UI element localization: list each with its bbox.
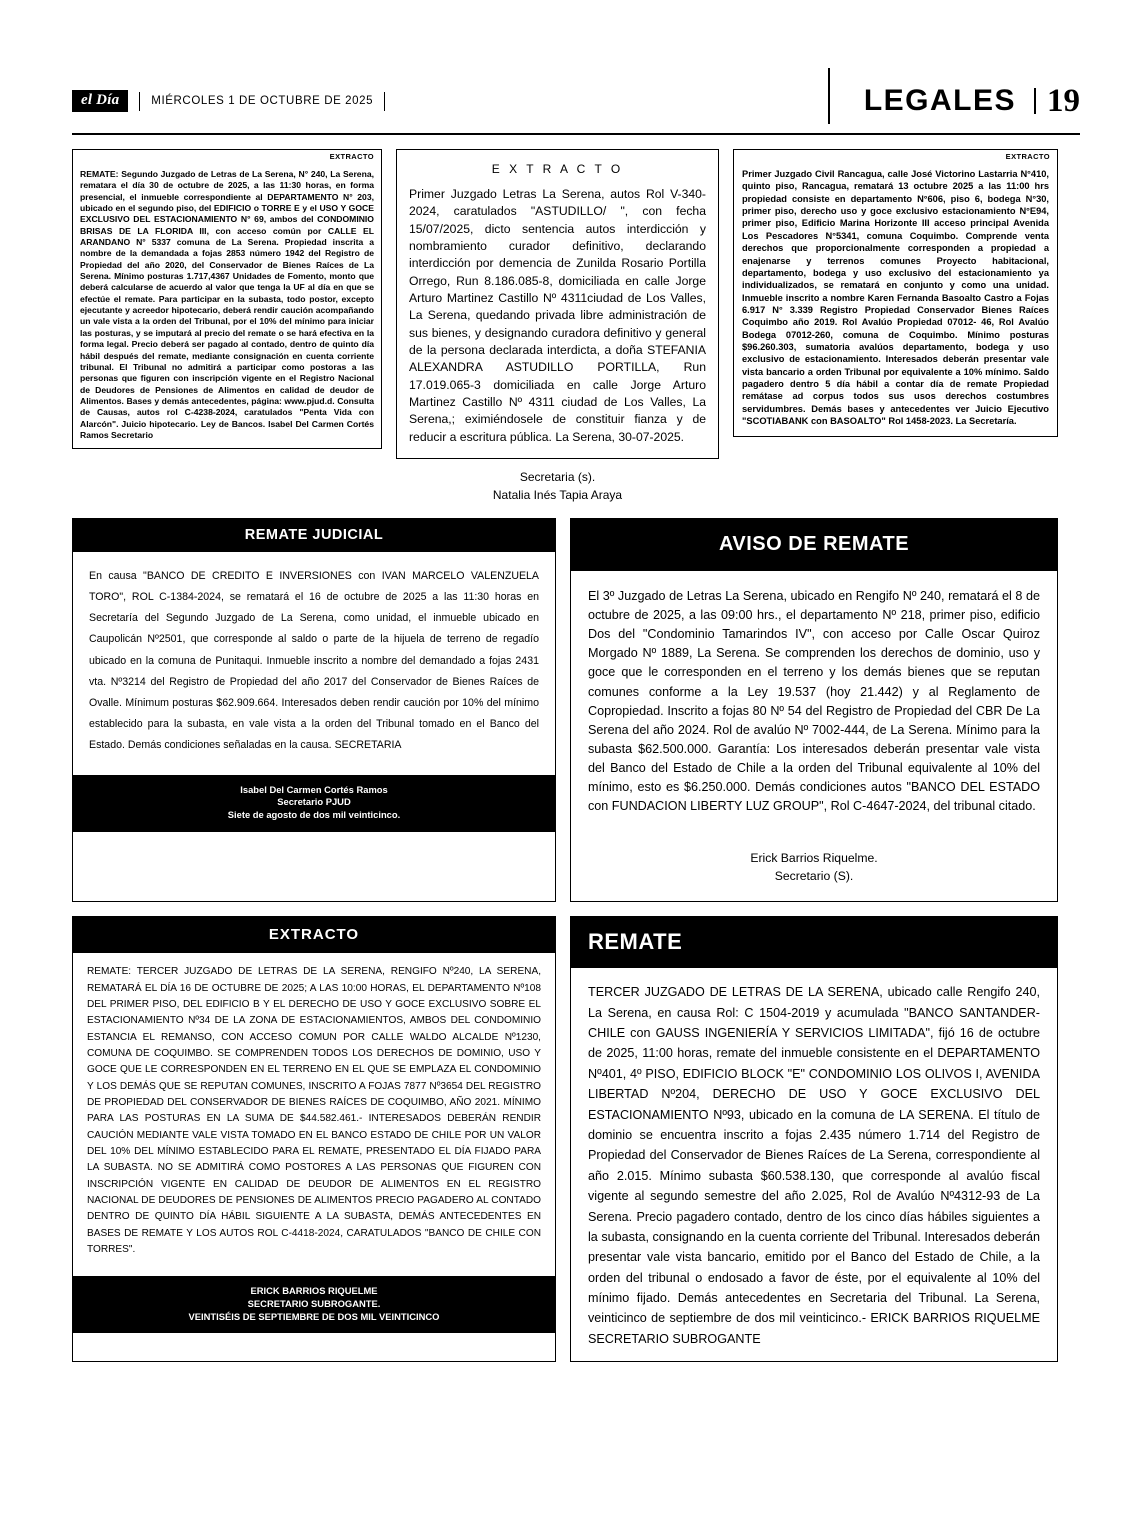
signature-line-1: ERICK BARRIOS RIQUELME <box>250 1285 378 1297</box>
notice-title: AVISO DE REMATE <box>571 519 1057 571</box>
notice-title: E X T R A C T O <box>491 162 624 176</box>
notice-row-2 <box>72 518 1080 902</box>
masthead-vertical-rule <box>828 68 830 124</box>
signature-line-2: Natalia Inés Tapia Araya <box>492 487 623 502</box>
notice-row-3 <box>72 916 1080 1362</box>
notice-row-1 <box>72 149 1080 504</box>
notice-body: TERCER JUZGADO DE LETRAS DE LA SERENA, ubicado calle Rengifo 240, La Serena, en causa Rol: C 1504-2019 y acumulada "BANCO SANTANDER- CHILE con GAUSS INGENIERÍA Y SERVICIOS LIMITADA", fijó 16 de octubre de 2025, 11:00 horas, remate del inmueble consistente en el DEPARTAMENTO Nº401, 4º PISO, EDIFICIO BLOCK "E" CONDOMINIO LOS OLIVOS I, AVENIDA LIBERTAD Nº204, DERECHO DE USO Y GOCE EXCLUSIVO DEL ESTACIONAMIENTO Nº93, ubicado en la comuna de LA SERENA. El título de dominio se encuentra inscrito a fojas 2.435 número 1.714 del Registro de Propiedad del Conservador de Bienes Raíces de La Serena, correspondiente al año 2.015. Mínimo subasta $60.538.130, que corresponde al avalúo fiscal vigente al segundo semestre del año 2.025, Rol de Avalúo Nº4312-93 de La Serena. Precio pagadero contado, dentro de los cinco días hábiles siguientes a la subasta, consignando en la cuenta corriente del Tribunal. Interesados deberán presentar vale vista bancario, emitido por el Banco del Estado de Chile, a la orden del tribunal o endosado a favor de éste, por el equivalente al 10% del mínimo fijado. Demás antecedentes en Secretaria del Tribunal. La Serena, veinticinco de septiembre de dos mil veinticinco.- ERICK BARRIOS RIQUELME SECRETARIO SUBROGANTE <box>588 985 1040 1346</box>
issue-date: MIÉRCOLES 1 DE OCTUBRE DE 2025 <box>151 95 374 107</box>
signature-line-2: Secretario (S). <box>774 868 854 883</box>
notice-signature <box>396 459 719 504</box>
notice-body: REMATE: TERCER JUZGADO DE LETRAS DE LA SERENA, RENGIFO Nº240, LA SERENA, REMATARÁ EL DÍA 16 DE OCTUBRE DE 2025; A LAS 10:00 HORAS, EL DEPARTAMENTO Nº108 DEL PRIMER PISO, DEL EDIFICIO B Y EL DERECHO DE USO Y GOCE EXCLUSIVO SOBRE EL ESTACIONAMIENTO Nº34 DE LA ZONA DE ESTACIONAMIENTOS, AMBOS DEL CONDOMINIO ESTANCIA EL REMANSO, CON ACCESO COMUN POR CALLE WALDO ALCALDE Nº1230, COMUNA DE COQUIMBO. SE COMPRENDEN TODOS LOS DERECHOS DE DOMINIO, USO Y GOCE QUE LE CORRESPONDEN EN EL TERRENO EN EL QUE SE EMPLAZA EL CONDOMINIO Y LOS DEMÁS QUE SE REPUTAN COMUNES, INSCRITO A FOJAS 7877 Nº3654 DEL REGISTRO DE PROPIEDAD DEL CONSERVADOR DE BIENES RAÍCES DE COQUIMBO, AÑO 2021. MÍNIMO PARA LAS POSTURAS EN LA SUMA DE $44.582.461.- INTERESADOS DEBERÁN RENDIR CAUCIÓN MEDIANTE VALE VISTA TOMADO EN EL BANCO ESTADO DE CHILE POR UN VALOR DEL 10% DEL MÍNIMO ESTABLECIDO PARA EL REMATE, PRESENTADO EL DÍA FIJADO PARA LA SUBASTA. NO SE ADMITIRÁ COMO POSTORES A LAS PERSONAS QUE FIGUREN CON INSCRIPCIÓN VIGENTE EN CALIDAD DE DEUDOR DE ALIMENTOS EN EL REGISTRO NACIONAL DE DEUDORES DE PENSIONES DE ALIMENTOS PRECIO PAGADERO AL CONTADO DENTRO DE QUINTO DÍA HÁBIL SIGUIENTE A LA SUBASTA, DEMÁS ANTECEDENTES EN BASES DE REMATE Y LOS AUTOS ROL C-4418-2024, CARATULADOS "BANCO DE CHILE CON TORRES". <box>87 966 541 1256</box>
notice-signature <box>571 827 1057 902</box>
notice-body: REMATE: Segundo Juzgado de Letras de La Serena, N° 240, La Serena, rematara el día 30 de octubre de 2025, a las 11:30 horas, en forma presencial, el inmueble correspondiente al DEPARTAMENTO N° 203, ubicado en el segundo piso, del EDIFICIO o TORRE E y el USO Y GOCE EXCLUSIVO DEL ESTACIONAMIENTO N° 69, ambos del CONDOMINIO BRISAS DE LA FLORIDA III, con acceso común por CALLE EL ARANDANO N° 5337 comuna de La Serena. Propiedad inscrita a nombre de la demandada a fojas 2853 número 1942 del Registro de Propiedad del año 2020, del Conservador de Bienes Raíces de La Serena. Mínimo posturas 1.717,4367 Unidades de Fomento, monto que deberá calcularse de acuerdo al valor que tenga la UF al día en que se efectúe el remate. Para participar en la subasta, todo postor, excepto ejecutante y acreedor hipotecario, deberá rendir caución acompañando un vale vista a la orden del Tribunal, por el 10% del mínimo para iniciar las posturas, y se imputará al precio del remate o se hará efectiva en la forma legal. Precio deberá ser pagado al contado, dentro de quinto día hábil después del remate, mediante consignación en cuenta corriente tribunal. El Tribunal no admitirá a participar como postoras a las personas que figuren con inscripción vigente en el Registro Nacional de Deudores de Pensiones de Alimentos en calidad de deudor de Alimentos. Bases y demás antecedentes, página: www.pjud.d. Consulta de Causas, autos rol C-4238-2024, caratulados "Penta Vida con Alarcón". Juicio hipotecario. Ley de Bancos. Isabel Del Carmen Cortés Ramos Secretario <box>80 169 374 440</box>
masthead <box>72 78 1080 135</box>
notice-title: REMATE JUDICIAL <box>73 519 555 552</box>
signature-line-1: Isabel Del Carmen Cortés Ramos <box>240 783 388 795</box>
masthead-divider-2 <box>384 92 385 111</box>
notice-body: En causa "BANCO DE CREDITO E INVERSIONES con IVAN MARCELO VALENZUELA TORO", ROL C-1384-2024, se rematará el 16 de octubre de 2025 a las 11:30 horas en Secretaría del Segundo Juzgado de La Serena, como unidad, el inmueble ubicado en Caupolicán Nº2501, que corresponde al saldo o parte de la hijuela de terreno de regadío ubicado en la comuna de Punitaqui. Inmueble inscrito a nombre del demandado a fojas 2431 vta. Nº3214 del Registro de Propiedad del año 2017 del Conservador de Bienes Raíces de Ovalle. Mínimum posturas $62.909.664. Interesados deben rendir caución por 10% del mínimo establecido para la subasta, en vale vista a la orden del Tribunal tomado en el Banco del Estado. Demás condiciones señaladas en la causa. SECRETARIA <box>89 569 539 752</box>
notice-title: REMATE <box>571 917 1057 968</box>
notice-remate-judicial <box>72 518 556 902</box>
notice-signature <box>73 1276 555 1333</box>
signature-line-2: Secretario PJUD <box>277 796 351 808</box>
notice-title: EXTRACTO <box>73 917 555 953</box>
notice-remate-2 <box>570 916 1058 1362</box>
signature-line-1: Erick Barrios Riquelme. <box>750 850 878 865</box>
notice-body: El 3º Juzgado de Letras La Serena, ubicado en Rengifo Nº 240, rematará el 8 de octubre de 2025, a las 09:00 hrs., el departamento Nº 218, primer piso, edificio Dos del "Condominio Tamarindos IV", con acceso por Calle Oscar Quiroz Morgado Nº 1889, La Serena. Se comprenden los derechos de dominio, uso y goce que le corresponden en el terreno y los demás bienes que se reputan comunes conforme a la Ley 19.537 (hoy 21.442) y al Reglamento de Copropiedad. Inscrito a fojas 80 Nº 54 del Registro de Propiedad del CBR De La Serena del año 2024. Rol de avalúo Nº 7002-444, de La Serena. Mínimo para la subasta $62.500.000. Garantía: Los interesados deberán presentar vale vista del Banco del Estado de Chile a la orden del Tribunal equivalente al 10% del mínimo, esto es $6.250.000. Demás condiciones autos "BANCO DEL ESTADO con FUNDACION LIBERTY LUZ GROUP", Rol C-4647-2024, del tribunal citado. <box>588 588 1040 814</box>
masthead-right <box>828 78 1080 124</box>
notice-body: Primer Juzgado Letras La Serena, autos Rol V-340-2024, caratulados "ASTUDILLO/ ", con fecha 15/07/2025, dicto sentencia autos interdicción y nombramiento curador definitivo, declarando interdicción por demencia de Zunilda Rosario Portilla Orrego, Run 8.186.085-8, domiciliada en calle Jorge Arturo Martinez Castillo Nº 4311ciudad de Los Valles, La Serena, quedando privada libre administración de sus bienes, y designando curadora definitivo y general de la persona declarada interdicta, a doña STEFANIA ALEXANDRA ASTUDILLO PORTILLA, Run 17.019.065-3 domiciliada en calle Jorge Arturo Martinez Castillo Nº 4311 ciudad de Los Valles, La Serena,; eximiéndosele de constituir fianza y de reducir a escritura pública. La Serena, 30-07-2025. <box>409 187 706 444</box>
signature-line-3: Siete de agosto de dos mil veinticinco. <box>227 808 401 820</box>
notice-extracto-3 <box>733 149 1058 437</box>
newspaper-logo: el Día <box>72 90 128 112</box>
notice-aviso-remate <box>570 518 1058 902</box>
notice-label: EXTRACTO <box>329 152 374 161</box>
notice-extracto-1 <box>72 149 382 449</box>
masthead-divider <box>139 92 140 111</box>
notice-extracto-4 <box>72 916 556 1362</box>
notice-label: EXTRACTO <box>1005 152 1050 161</box>
notice-body: Primer Juzgado Civil Rancagua, calle José Victorino Lastarria N°410, quinto piso, Rancagua, rematará 13 octubre 2025 a las 11:00 hrs propiedad consiste en departamento N°606, piso 6, bodega N°30, primer piso, derecho uso y goce exclusivo estacionamiento N°E94, primer piso, Edificio Marina Horizonte III acceso principal Avenida Los Pescadores N°5341, comuna Coquimbo. Comprende venta derechos que proporcionalmente corresponden a propiedad a enajenarse y terrenos comunes Proyecto habitacional, departamento, bodega y uso exclusivo del estacionamiento ya individualizados, se rematará en conjunto y como una unidad. Inmueble inscrito a nombre Karen Fernanda Basoalto Castro a Fojas 6.917 N° 3.339 Registro Propiedad Conservador Bienes Raíces Coquimbo año 2019. Rol Avalúo Propiedad 07012- 46, Rol Avalúo Bodega 07012-260, comuna de Coquimbo. Mínimo posturas $96.260.303, sumatoria avalúos departamento, bodega y uso exclusivo de estacionamiento. Interesados deberán presentar vale vista bancario a orden Tribunal por equivalente a 10% mínimo. Saldo pagadero dentro 5 día hábil a contar día de remate Propiedad remátase ad corpus todos sus usos derechos costumbres servidumbres. Demás bases y antecedentes ver Juicio Ejecutivo "SCOTIABANK con BASOALTO" Rol 1458-2023. La Secretaría. <box>742 169 1049 427</box>
signature-line-2: SECRETARIO SUBROGANTE. <box>247 1298 381 1310</box>
notice-extracto-2-wrapper <box>396 149 719 504</box>
signature-line-3: VEINTISÉIS DE SEPTIEMBRE DE DOS MIL VEINTICINCO <box>188 1310 440 1322</box>
section-title: LEGALES <box>863 84 1016 117</box>
page-number: 19 <box>1047 82 1080 119</box>
notice-extracto-2 <box>396 149 719 459</box>
page-divider <box>1034 88 1036 114</box>
signature-line-1: Secretaria (s). <box>519 469 596 484</box>
notice-signature <box>73 775 555 832</box>
